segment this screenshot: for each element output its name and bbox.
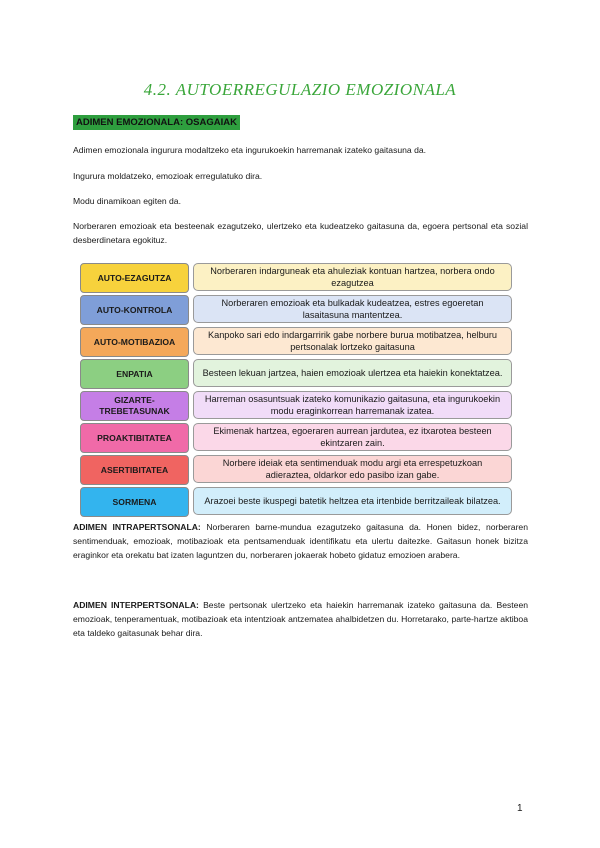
component-label: AUTO-KONTROLA: [80, 295, 189, 325]
intrapersonal-term: ADIMEN INTRAPERTSONALA:: [73, 522, 201, 532]
component-row: [80, 359, 514, 389]
component-label: AUTO-MOTIBAZIOA: [80, 327, 189, 357]
component-description: Norberaren indarguneak eta ahuleziak kontuan hartzea, norbera ondo ezagutzea: [193, 263, 512, 291]
intro-paragraph: Ingurura moldatzeko, emozioak erregulatuko dira.: [73, 171, 263, 181]
intro-paragraph: Norberaren emozioak eta besteenak ezagutzeko, ulertzeko eta kudeatzeko gaitasuna da, egoera pertsonal eta sozial desberdinetara egokituz.: [73, 221, 528, 245]
intro-paragraph: Modu dinamikoan egiten da.: [73, 196, 181, 206]
component-label: SORMENA: [80, 487, 189, 517]
component-description: Kanpoko sari edo indargarririk gabe norbere burua motibatzea, helburu pertsonalak lortzeko gaitasuna: [193, 327, 512, 355]
component-row: [80, 423, 514, 453]
component-description: Norberaren emozioak eta bulkadak kudeatzea, estres egoeretan lasaitasuna mantentzea.: [193, 295, 512, 323]
intrapersonal-paragraph: [73, 520, 528, 562]
intro-paragraph: Adimen emozionala ingurura modaltzeko eta ingurukoekin harremanak izateko gaitasuna da.: [73, 145, 427, 155]
component-label: AUTO-EZAGUTZA: [80, 263, 189, 293]
component-row: [80, 391, 514, 421]
component-label: ENPATIA: [80, 359, 189, 389]
intrapersonal-text: Norberaren barne-mundua ezagutzeko gaitasuna da. Honen bidez, norberaren sentimenduak, emozioak, motibazioak eta pentsamenduak identifikatu eta ulertu daitezke. Gaitasun honek bizitza eraginkor eta orekatu bat izaten laguntzen du, norberaren jokaerak hobeto gidatuz emozioen arabera.: [73, 522, 528, 560]
component-row: [80, 327, 514, 357]
section-heading: ADIMEN EMOZIONALA: OSAGAIAK: [73, 115, 240, 130]
component-row: [80, 455, 514, 485]
interpersonal-paragraph: [73, 598, 528, 640]
component-label: ASERTIBITATEA: [80, 455, 189, 485]
component-label: PROAKTIBITATEA: [80, 423, 189, 453]
component-row: [80, 295, 514, 325]
component-description: Arazoei beste ikuspegi batetik heltzea eta irtenbide berritzaileak bilatzea.: [193, 487, 512, 515]
component-description: Ekimenak hartzea, egoeraren aurrean jardutea, ez itxarotea besteen ekintzaren zain.: [193, 423, 512, 451]
component-row: [80, 487, 514, 517]
interpersonal-term: ADIMEN INTERPERTSONALA:: [73, 600, 199, 610]
interpersonal-text: Beste pertsonak ulertzeko eta haiekin harremanak izateko gaitasuna da. Besteen emozioak, tenperamentuak, motibazioak eta intentzioak antzematea ahalbidetzen du. Horretarako, parte-hartze aktiboa eta taldeko gaitasunak behar dira.: [73, 600, 529, 638]
component-description: Norbere ideiak eta sentimenduak modu argi eta errespetuzkoan adieraztea, oldarkor edo pasibo izan gabe.: [193, 455, 512, 483]
component-label: GIZARTE-TREBETASUNAK: [80, 391, 189, 421]
page-title: 4.2. AUTOERREGULAZIO EMOZIONALA: [143, 80, 457, 99]
component-description: Harreman osasuntsuak izateko komunikazio gaitasuna, eta ingurukoekin modu eraginkorrean harremanak izatea.: [193, 391, 512, 419]
page-number: 1: [517, 803, 523, 814]
component-description: Besteen lekuan jartzea, haien emozioak ulertzea eta haiekin konektatzea.: [193, 359, 512, 387]
component-row: [80, 263, 514, 293]
